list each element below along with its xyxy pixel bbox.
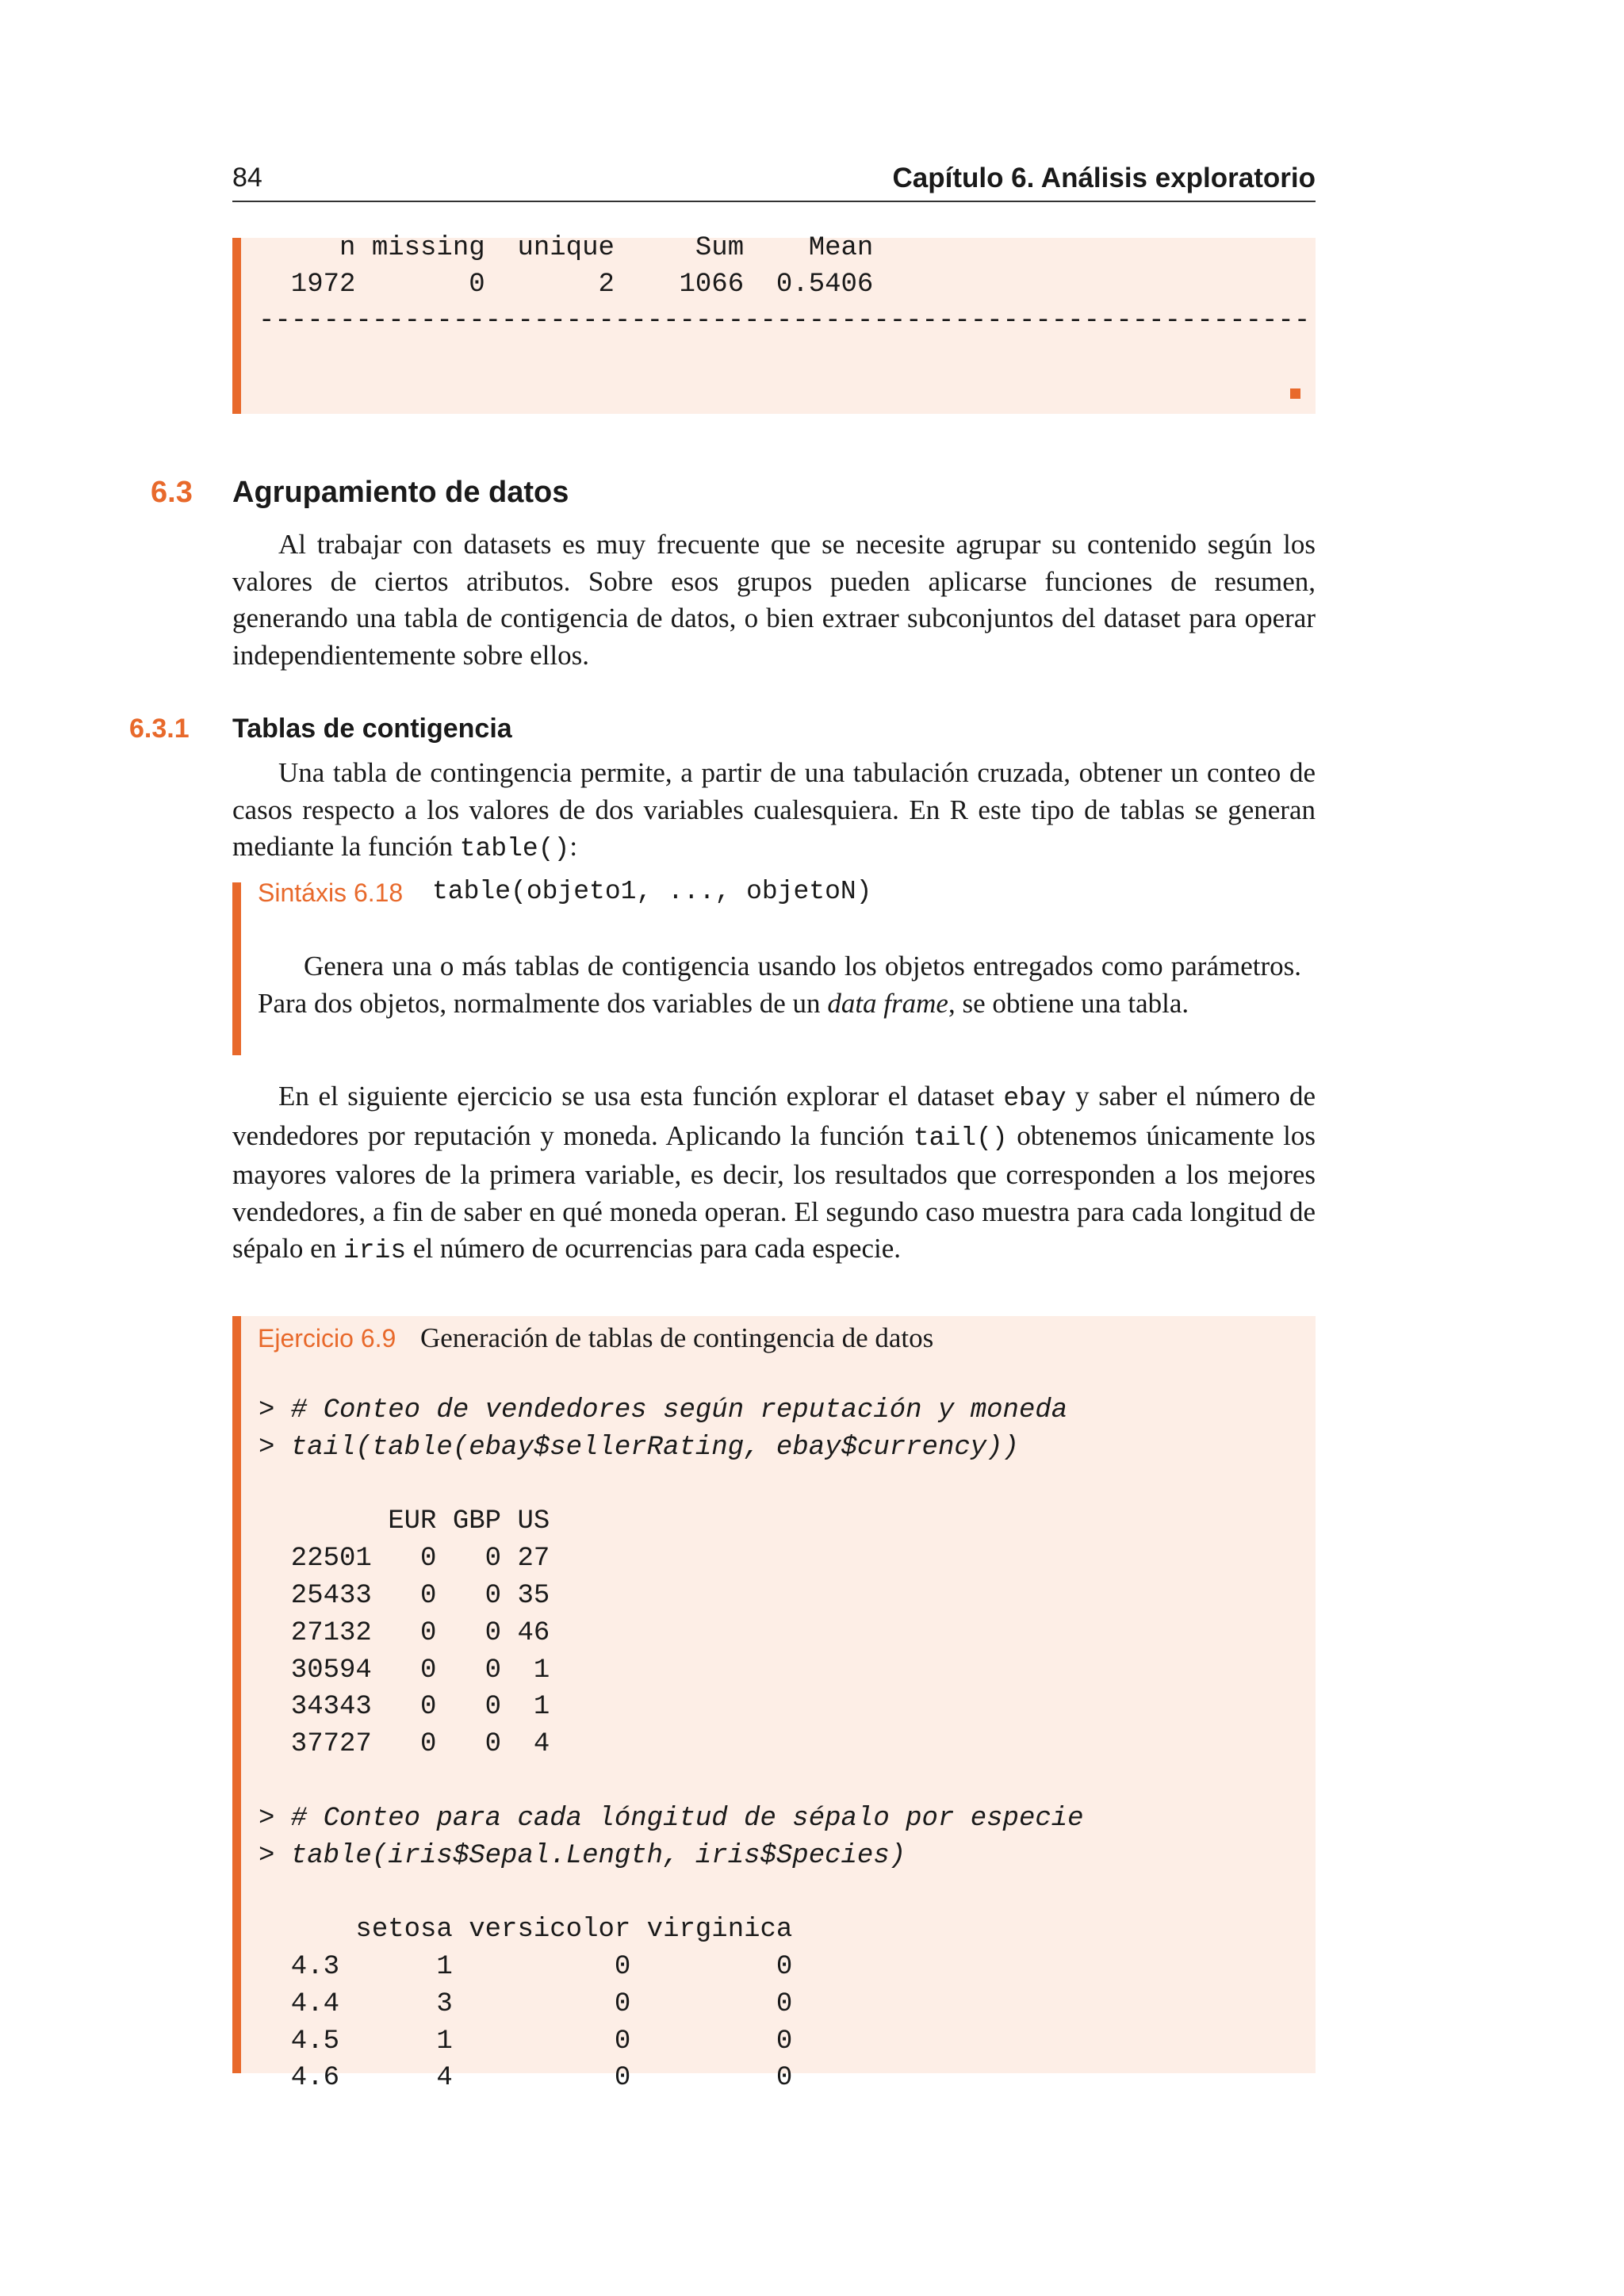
code-line: 30594 0 0 1 [259,1655,550,1686]
code-line: 34343 0 0 1 [259,1692,550,1723]
code-line: 25433 0 0 35 [259,1581,550,1611]
section-number: 6.3 [151,476,193,509]
code-line: 1972 0 2 1066 0.5406 [259,270,874,300]
subsection-number: 6.3.1 [129,714,190,744]
code-line: setosa versicolor virginica [259,1915,793,1946]
chapter-title: Capítulo 6. Análisis exploratorio [892,163,1316,193]
inline-code: ebay [1003,1084,1067,1113]
section-title: Agrupamiento de datos [232,476,569,509]
code-line: 27132 0 0 46 [259,1617,550,1648]
code-line: 37727 0 0 4 [259,1729,550,1760]
syntax-box-bar [232,882,241,1055]
running-header [232,163,1316,202]
section-paragraph: Al trabajar con datasets es muy frecuente que se necesite agrupar su contenido según los valores de ciertos atributos. Sobre esos grupos pueden aplicarse funciones de resumen, generando una tabla de contigencia de datos, o bien extraer subconjuntos del dataset para operar independientemente sobre ellos. [232,529,1316,671]
syntax-description: Genera una o más tablas de contigencia usando los objetos entregados como parámetros. Para dos objetos, normalmente dos variables de un data frame, se obtiene una tabla. [258,951,1301,1019]
code-line: > # Conteo para cada lóngitud de sépalo por especie [259,1803,1084,1834]
syntax-signature: table(objeto1, ..., objetoN) [432,877,872,906]
code-line: 22501 0 0 27 [259,1544,550,1575]
subsection-paragraph: Una tabla de contingencia permite, a partir de una tabulación cruzada, obtener un conteo de casos respecto a los valores de dos variables cualesquiera. En R este tipo de tablas se generan mediante la función table(): [232,757,1316,863]
syntax-label: Sintáxis 6.18 [258,878,404,907]
code-line: n missing unique Sum Mean [259,233,874,263]
code-line: > table(iris$Sepal.Length, iris$Species) [259,1840,906,1871]
code-line: 4.3 1 0 0 [259,1952,793,1982]
inline-code: tail() [913,1123,1008,1153]
exercise-box-bar [232,1316,241,2073]
subsection-title: Tablas de contigencia [232,714,512,744]
exercise-title: Generación de tablas de contingencia de datos [420,1322,934,1353]
exercise-intro-paragraph: En el siguiente ejercicio se usa esta función explorar el dataset ebay y saber el número de vendedores por reputación y moneda. Aplicando la función tail() obtenemos únicamente los mayores valores de la primera variable, es decir, los resultados que corresponden a los mejores vendedores, a fin de saber en qué moneda operan. El segundo caso muestra para cada longitud de sépalo en iris el número de ocurrencias para cada especie. [232,1081,1316,1265]
page-number: 84 [232,163,262,193]
code-line: ----------------------------------------------------------------- [259,306,1311,336]
code-line: > # Conteo de vendedores según reputación y moneda [259,1395,1068,1425]
code-line: 4.6 4 0 0 [259,2063,793,2094]
code-line: > tail(table(ebay$sellerRating, ebay$currency)) [259,1432,1019,1463]
inline-code: iris [343,1236,407,1265]
exercise-label: Ejercicio 6.9 [258,1324,396,1353]
code-block-bar [232,238,241,414]
code-line: 4.4 3 0 0 [259,1988,793,2019]
end-of-block-icon [1290,388,1300,399]
code-line: EUR GBP US [259,1506,550,1537]
code-line: 4.5 1 0 0 [259,2026,793,2057]
inline-code: table() [459,834,570,863]
